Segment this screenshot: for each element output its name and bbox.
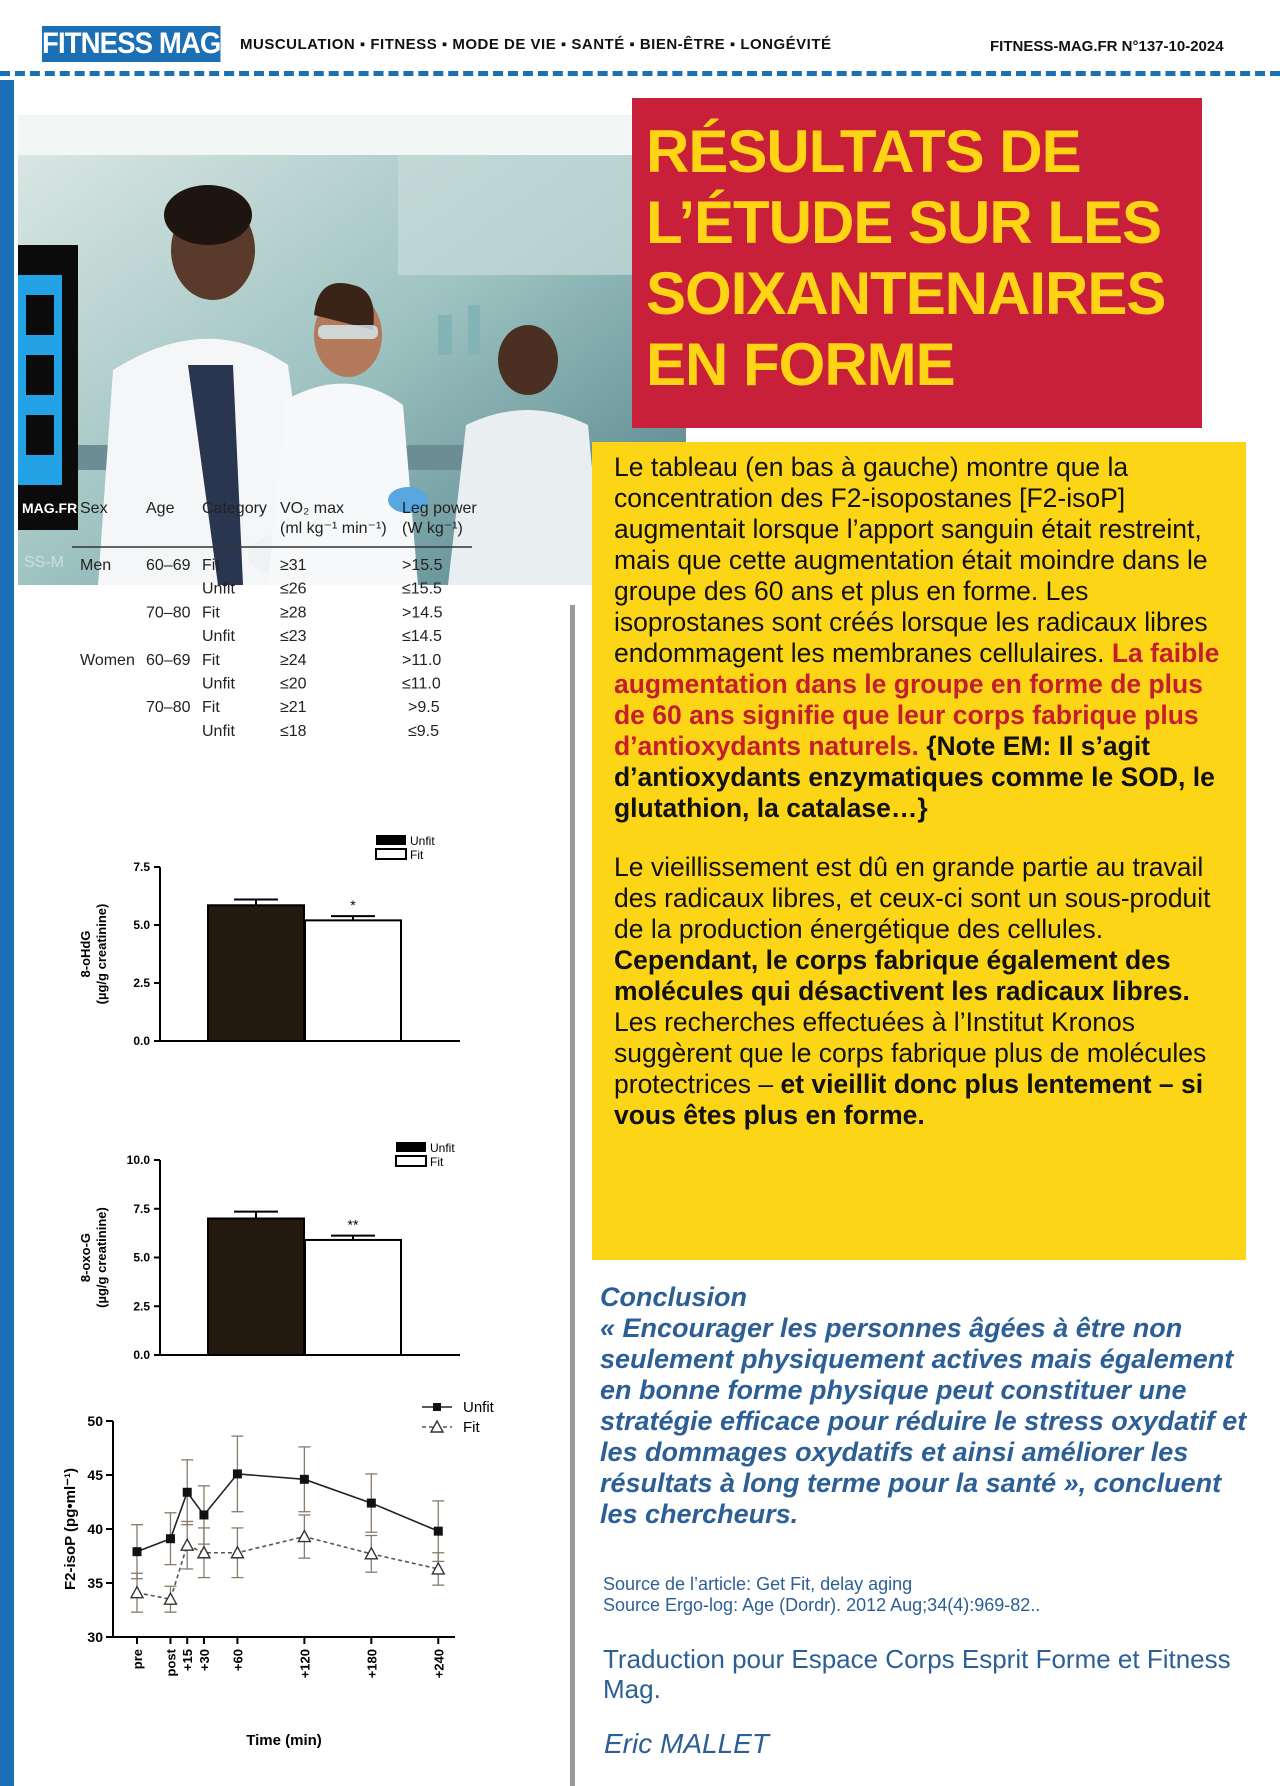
body-p2a: Le vieillissement est dû en grande partie au travail des radicaux libres, et ceux-ci sont un sous-produit de la production énergétique des cellules. [614, 852, 1211, 944]
y-tick-label: 50 [87, 1413, 103, 1429]
table-cell: ≤9.5 [408, 722, 440, 740]
x-tick-label-group [180, 1649, 195, 1671]
table-cell: >15.5 [402, 557, 443, 574]
x-tick-label: pre [130, 1649, 145, 1670]
fitness-criteria-table [80, 495, 540, 785]
y-tick-label: 0.0 [133, 1034, 150, 1048]
legend-swatch-fit [376, 849, 406, 859]
table-cell: 70–80 [146, 699, 191, 717]
x-axis-label: Time (min) [246, 1732, 322, 1749]
point-fit [298, 1531, 310, 1542]
table-cell: 70–80 [146, 604, 191, 622]
table-cell: 60–69 [146, 651, 191, 669]
table-cell: >11.0 [402, 651, 442, 669]
x-tick-label: +180 [364, 1649, 380, 1679]
x-tick-label: +120 [297, 1649, 313, 1679]
legend-swatch-unfit [396, 1142, 426, 1152]
conclusion [600, 1282, 1250, 1530]
x-tick-label: post [163, 1649, 179, 1677]
category-nav: MUSCULATION ▪ FITNESS ▪ MODE DE VIE ▪ SANTÉ ▪ BIEN-ÊTRE ▪ LONGÉVITÉ [240, 36, 832, 53]
body-text [614, 452, 1236, 1131]
point-fit [181, 1539, 193, 1550]
legend-swatch-unfit [376, 835, 406, 845]
point-fit [131, 1587, 143, 1598]
table-cell: ≥28 [280, 604, 307, 622]
column-divider [570, 605, 575, 1786]
chart-8-oxo-g [60, 1130, 520, 1395]
table-cell: Fit [202, 604, 220, 622]
table-cell: >14.5 [402, 604, 443, 622]
table-cell: 60–69 [146, 557, 191, 574]
table-cell: Women [80, 651, 135, 669]
legend-label-unfit: Unfit [430, 1141, 455, 1155]
legend-marker-unfit [433, 1403, 441, 1411]
x-tick-label-group [130, 1649, 145, 1669]
table-cell: ≥21 [280, 699, 307, 717]
table-header-category: Category [202, 500, 267, 517]
point-unfit [166, 1534, 175, 1543]
bar-unfit [208, 1219, 304, 1356]
table-header-leg-power-unit: (W kg⁻¹) [402, 520, 463, 537]
table-cell: ≤23 [280, 628, 307, 646]
point-unfit [434, 1527, 443, 1536]
table-header-vo2: VO₂ max [280, 500, 344, 517]
table-cell: ≥24 [280, 651, 307, 669]
x-tick-label-group [431, 1649, 446, 1678]
x-tick-label: +60 [230, 1649, 246, 1672]
photo-faint-watermark: SS-M [24, 554, 64, 571]
point-fit [231, 1547, 243, 1558]
body-p2d: et vieillit donc plus lentement – si vous êtes plus en forme. [614, 1069, 1204, 1130]
table-cell: Fit [202, 557, 220, 574]
x-tick-label-group [297, 1649, 312, 1678]
body-p1: Le tableau (en bas à gauche) montre que la concentration des F2-isopostanes [F2-isoP] augmentait lorsque l’apport sanguin était restreint, mais que cette augmentation était moindre dans le groupe des 60 ans et plus en forme. Les isoprostanes sont créés lorsque les radicaux libres endommagent les membranes cellulaires. [614, 452, 1208, 668]
x-tick-label-group [230, 1649, 245, 1671]
bar-fit [305, 1240, 401, 1355]
left-accent-bar [0, 80, 14, 1786]
body-p2c: Les recherches effectuées à l’Institut Kronos suggèrent que le corps fabrique plus de molécules protectrices – [614, 1007, 1207, 1099]
table-cell: ≤14.5 [402, 628, 442, 646]
table-cell: Fit [202, 699, 220, 717]
legend-swatch-fit [396, 1156, 426, 1166]
table-header-leg-power: Leg power [402, 500, 477, 517]
table-cell: Men [80, 557, 112, 574]
conclusion-quote: « Encourager les personnes âgées à être non seulement physiquement actives mais également en bonne forme physique peut constituer une stratégie efficace pour réduire le stress oxydatif et les dommages oxydatifs et ainsi améliorer les résultats à long terme pour la santé », concluent les chercheurs. [600, 1313, 1247, 1529]
table-cell: Unfit [202, 675, 235, 693]
table-header-vo2-unit: (ml kg⁻¹ min⁻¹) [280, 520, 387, 537]
y-label-name: 8-oHdG [78, 930, 93, 978]
legend-label-fit: Fit [410, 848, 424, 862]
body-p2b: Cependant, le corps fabrique également des molécules qui désactivent les radicaux libres. [614, 945, 1190, 1006]
y-label-unit: (µg/g creatinine) [94, 903, 109, 1005]
table-cell: ≤11.0 [402, 675, 441, 693]
article-title: RÉSULTATS DE L’ÉTUDE SUR LES SOIXANTENAIRES EN FORME [646, 118, 1166, 398]
y-axis-label [78, 904, 109, 1005]
translation-credit: Traduction pour Espace Corps Esprit Forme et Fitness Mag. [603, 1644, 1231, 1704]
y-axis-label [78, 1207, 109, 1308]
x-tick-label-group [163, 1648, 178, 1676]
table-header-sex: Sex [80, 500, 108, 517]
point-unfit [300, 1475, 309, 1484]
point-unfit [133, 1547, 142, 1556]
chart-8-ohdg [60, 830, 520, 1085]
table-cell: ≤18 [280, 722, 307, 740]
bar-unfit [208, 905, 304, 1041]
source-article: Source de l’article: Get Fit, delay aging [603, 1574, 913, 1594]
x-tick-label: +15 [180, 1649, 196, 1672]
y-tick-label: 7.5 [133, 1201, 150, 1216]
series-line-fit [137, 1537, 438, 1600]
source-ergolog: Source Ergo-log: Age (Dordr). 2012 Aug;34(4):969-82.. [603, 1595, 1041, 1615]
table-cell: >9.5 [408, 699, 440, 717]
legend-label-unfit: Unfit [463, 1399, 494, 1416]
point-unfit [199, 1510, 208, 1519]
y-tick-label: 7.5 [133, 860, 150, 874]
author-name: Eric MALLET [604, 1728, 769, 1759]
y-tick-label: 5.0 [133, 1250, 150, 1265]
x-tick-label-group [364, 1649, 379, 1678]
y-tick-label: 35 [87, 1575, 103, 1591]
y-tick-label: 45 [87, 1467, 103, 1483]
issue-number: FITNESS-MAG.FR N°137-10-2024 [990, 38, 1224, 55]
y-tick-label: 40 [87, 1521, 103, 1537]
point-unfit [233, 1469, 242, 1478]
y-tick-label: 30 [87, 1629, 103, 1645]
legend-label-fit: Fit [430, 1155, 444, 1169]
chart-f2-isop [60, 1395, 550, 1780]
x-tick-label-group [197, 1649, 212, 1671]
table-cell: Unfit [202, 580, 235, 598]
photo-watermark: MAG.FR [22, 500, 78, 516]
significance-mark: * [350, 897, 356, 914]
table-cell: Unfit [202, 722, 235, 740]
x-tick-label: +30 [196, 1649, 212, 1672]
bar-fit [305, 920, 401, 1041]
table-cell: ≤26 [280, 580, 307, 598]
conclusion-heading: Conclusion [600, 1282, 747, 1312]
table-cell: Unfit [202, 628, 235, 646]
series-line-unfit [137, 1474, 438, 1552]
body-p1-highlight: La faible augmentation dans le groupe en forme de plus de 60 ans signifie que leur corps fabrique plus d’antioxydants naturels. [614, 638, 1220, 761]
legend-label-fit: Fit [463, 1419, 480, 1436]
y-tick-label: 0.0 [133, 1348, 150, 1362]
sources [603, 1574, 1253, 1616]
table-cell: ≤20 [280, 675, 307, 693]
y-tick-label: 10.0 [126, 1153, 150, 1167]
point-unfit [367, 1499, 376, 1508]
fitness-mag-logo[interactable]: FITNESS MAG [42, 27, 221, 60]
y-label-name: 8-oxo-G [78, 1232, 93, 1283]
y-label-unit: (µg/g creatinine) [94, 1207, 109, 1308]
y-tick-label: 2.5 [133, 976, 150, 990]
significance-mark: ** [347, 1216, 359, 1233]
x-tick-label: +240 [431, 1649, 447, 1679]
y-axis-label: F2-isoP (pg•ml⁻¹) [62, 1467, 79, 1591]
table-header-age: Age [146, 500, 175, 517]
table-cell: ≥31 [280, 557, 307, 574]
table-cell: ≤15.5 [402, 580, 442, 598]
y-tick-label: 2.5 [133, 1299, 150, 1314]
y-axis-label-group [62, 1468, 79, 1590]
y-tick-label: 5.0 [133, 918, 150, 932]
legend-label-unfit: Unfit [410, 834, 435, 848]
point-unfit [183, 1488, 192, 1497]
table-cell: Fit [202, 651, 220, 669]
body-p1-note: {Note EM: Il s’agit d’antioxydants enzymatiques comme le SOD, le glutathion, la catalase…} [614, 731, 1215, 823]
header-divider [0, 71, 1280, 76]
